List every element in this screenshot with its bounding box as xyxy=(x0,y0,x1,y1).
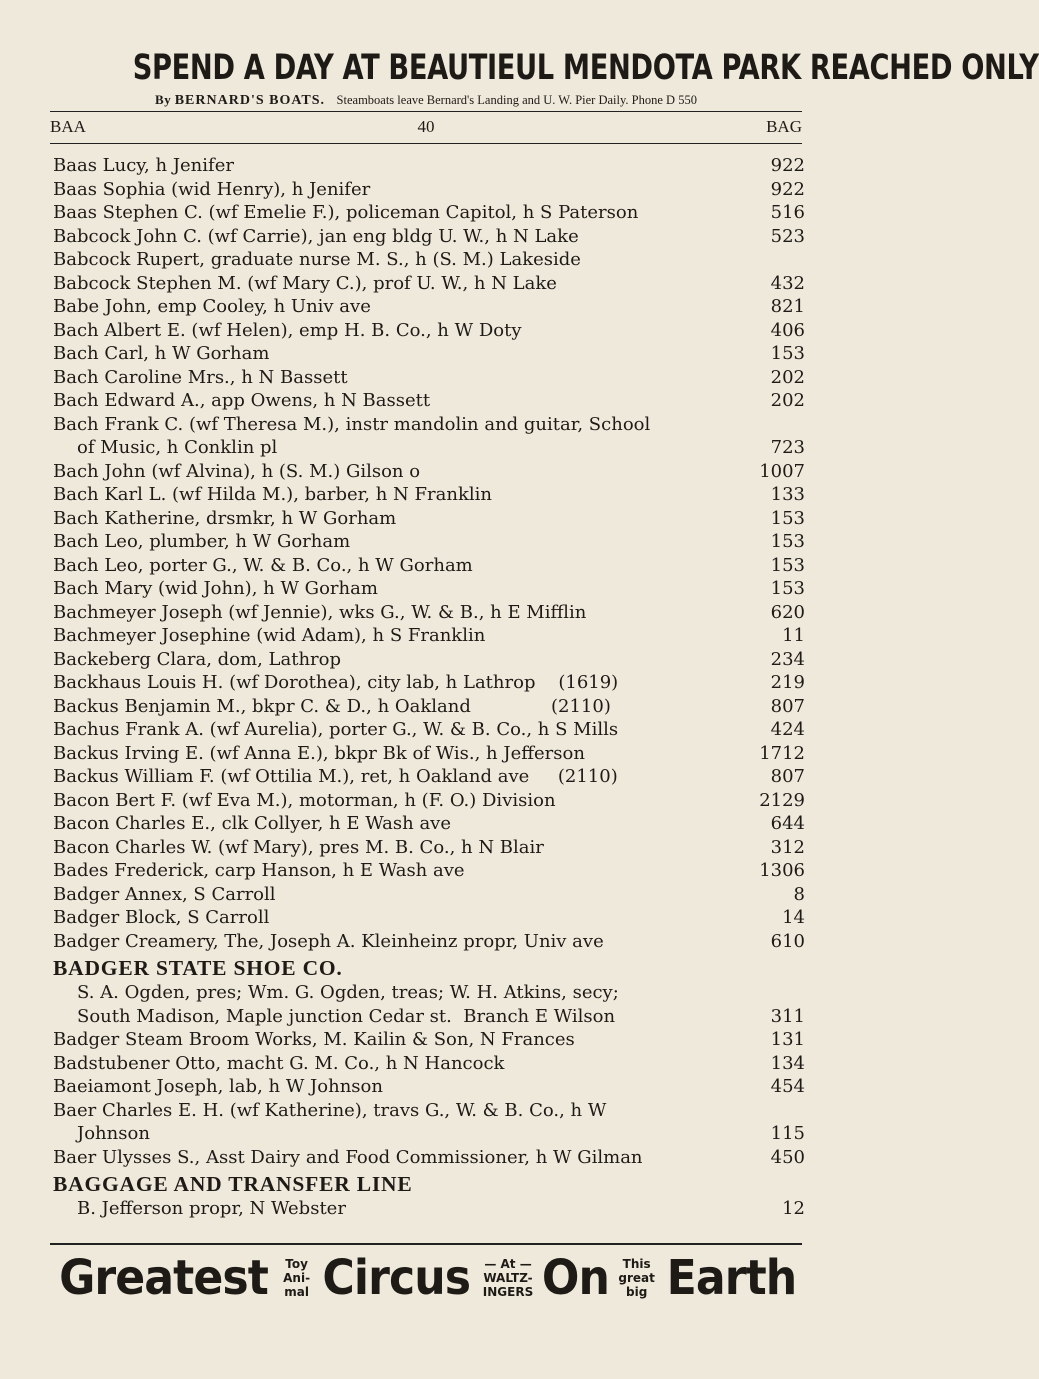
entry-text: Bachus Frank A. (wf Aurelia), porter G., W. & B. Co., h S Mills xyxy=(53,719,619,740)
ad-stack-line: mal xyxy=(284,1285,309,1299)
ad-stack-line: Ani- xyxy=(283,1271,311,1285)
entry-number: 12 xyxy=(782,1198,805,1219)
ad-details: Steamboats leave Bernard's Landing and U. W. Pier Daily. Phone D 550 xyxy=(336,93,697,107)
entry-number: 922 xyxy=(770,178,805,200)
entry-number: 807 xyxy=(770,695,805,717)
entry-text: Backus William F. (wf Ottilia M.), ret, h Oakland ave (2110) xyxy=(53,766,618,787)
entry-text: of Music, h Conklin pl xyxy=(77,437,278,458)
entry-text: Badstubener Otto, macht G. M. Co., h N Hancock xyxy=(53,1052,505,1074)
ad-word-earth: Earth xyxy=(666,1250,797,1306)
directory-entry xyxy=(53,981,805,1005)
ad-word-greatest: Greatest xyxy=(59,1250,268,1306)
firm-heading xyxy=(53,953,805,981)
entry-number: 131 xyxy=(770,1029,805,1050)
entry-number: 11 xyxy=(782,625,805,646)
entry-text: Bachmeyer Joseph (wf Jennie), wks G., W. & B., h E Mifflin xyxy=(53,601,587,623)
directory-entry xyxy=(53,201,805,225)
entry-text: Babe John, emp Cooley, h Univ ave xyxy=(53,296,371,317)
entry-number: 202 xyxy=(770,366,805,388)
directory-entry xyxy=(53,742,805,766)
ad-by: By xyxy=(155,92,172,107)
directory-entry xyxy=(53,836,805,860)
directory-entry xyxy=(53,319,805,343)
entry-text: Babcock John C. (wf Carrie), jan eng bldg U. W., h N Lake xyxy=(53,225,579,247)
ad-stack-line: — At — xyxy=(484,1257,532,1271)
entry-text: Bach Caroline Mrs., h N Bassett xyxy=(53,366,348,388)
directory-entry xyxy=(53,248,805,272)
directory-entry xyxy=(53,554,805,578)
entry-text: Bachmeyer Josephine (wid Adam), h S Franklin xyxy=(53,625,486,646)
entry-text: Bach Mary (wid John), h W Gorham xyxy=(53,578,378,599)
entry-number: 153 xyxy=(770,531,805,552)
entry-number: 516 xyxy=(770,202,805,223)
ad-word-circus: Circus xyxy=(322,1250,471,1306)
entry-text: B. Jefferson propr, N Webster xyxy=(77,1198,346,1219)
directory-entry xyxy=(53,883,805,907)
entry-number: 8 xyxy=(793,883,805,905)
directory-entry xyxy=(53,1146,805,1170)
entry-text: Bach Edward A., app Owens, h N Bassett xyxy=(53,390,431,411)
header-left-key: BAA xyxy=(50,117,86,136)
entry-text: Badger Block, S Carroll xyxy=(53,907,270,928)
directory-entry xyxy=(53,1099,805,1123)
entry-number: 1306 xyxy=(759,860,805,881)
entry-number: 1712 xyxy=(759,742,805,764)
directory-entry xyxy=(53,1075,805,1099)
entry-text: Badger Steam Broom Works, M. Kailin & Son, N Frances xyxy=(53,1029,575,1050)
ad-stack-waltzingers xyxy=(483,1257,533,1299)
directory-entry xyxy=(53,906,805,930)
directory-entry xyxy=(53,460,805,484)
bottom-rule xyxy=(50,1243,802,1245)
entry-text: Bach Frank C. (wf Theresa M.), instr mandolin and guitar, School xyxy=(53,413,651,435)
entry-text: Baas Lucy, h Jenifer xyxy=(53,155,234,176)
entry-number: 311 xyxy=(770,1005,805,1027)
entry-text: Babcock Stephen M. (wf Mary C.), prof U. W., h N Lake xyxy=(53,272,557,294)
entry-text: Bach Leo, porter G., W. & B. Co., h W Gorham xyxy=(53,554,473,576)
directory-entry xyxy=(53,413,805,437)
directory-entry xyxy=(53,648,805,672)
ad-stack-line: INGERS xyxy=(482,1285,534,1299)
ad-stack-line: WALTZ- xyxy=(483,1271,533,1285)
ad-stack-line: This xyxy=(622,1257,651,1271)
entry-number: 523 xyxy=(770,225,805,247)
entry-text: Baer Charles E. H. (wf Katherine), travs G., W. & B. Co., h W xyxy=(53,1099,607,1121)
firm-heading xyxy=(53,1169,805,1197)
entry-number: 424 xyxy=(770,719,805,740)
entry-number: 723 xyxy=(770,437,805,458)
entry-number: 153 xyxy=(770,554,805,576)
ad-stack-toy-animal xyxy=(283,1257,310,1299)
entry-text: South Madison, Maple junction Cedar st. Branch E Wilson xyxy=(77,1005,616,1027)
entry-number: 620 xyxy=(770,601,805,623)
entry-number: 821 xyxy=(770,296,805,317)
directory-entry xyxy=(53,342,805,366)
directory-entry xyxy=(53,1005,805,1029)
entry-number: 454 xyxy=(770,1076,805,1097)
entry-number: 1007 xyxy=(759,460,805,482)
header-right-key: BAG xyxy=(766,117,802,136)
entry-text: Backhaus Louis H. (wf Dorothea), city lab, h Lathrop (1619) xyxy=(53,672,619,693)
entry-text: Baas Stephen C. (wf Emelie F.), policeman Capitol, h S Paterson xyxy=(53,202,639,223)
directory-entry xyxy=(53,859,805,883)
ad-stack-line: Toy xyxy=(285,1257,308,1271)
directory-entry xyxy=(53,154,805,178)
firm-name: BADGER STATE SHOE CO. xyxy=(53,956,343,980)
directory-entry xyxy=(53,930,805,954)
entry-text: Bach Katherine, drsmkr, h W Gorham xyxy=(53,507,397,529)
ad-boats: BERNARD'S BOATS. xyxy=(174,93,326,108)
directory-listing xyxy=(53,154,805,1221)
directory-entry xyxy=(53,178,805,202)
directory-entry xyxy=(53,507,805,531)
entry-number: 2129 xyxy=(759,789,805,811)
entry-text: Baas Sophia (wid Henry), h Jenifer xyxy=(53,178,371,200)
directory-entry xyxy=(53,1028,805,1052)
entry-text: Backus Irving E. (wf Anna E.), bkpr Bk of Wis., h Jefferson xyxy=(53,742,585,764)
entry-text: S. A. Ogden, pres; Wm. G. Ogden, treas; W. H. Atkins, secy; xyxy=(77,982,619,1003)
entry-number: 202 xyxy=(770,390,805,411)
entry-text: Bach Leo, plumber, h W Gorham xyxy=(53,531,351,552)
directory-entry xyxy=(53,295,805,319)
directory-entry xyxy=(53,1052,805,1076)
firm-name: BAGGAGE AND TRANSFER LINE xyxy=(53,1172,413,1196)
directory-entry xyxy=(53,1122,805,1146)
page-number: 40 xyxy=(417,117,435,136)
entry-number: 219 xyxy=(770,672,805,693)
entry-text: Backeberg Clara, dom, Lathrop xyxy=(53,648,342,670)
entry-text: Badger Creamery, The, Joseph A. Kleinheinz propr, Univ ave xyxy=(53,930,604,952)
directory-entry xyxy=(53,436,805,460)
entry-number: 14 xyxy=(782,907,805,928)
entry-number: 134 xyxy=(770,1052,805,1074)
page-header xyxy=(50,117,802,139)
entry-number: 153 xyxy=(770,507,805,529)
entry-text: Bades Frederick, carp Hanson, h E Wash ave xyxy=(53,860,465,881)
entry-number: 115 xyxy=(770,1123,805,1144)
entry-number: 312 xyxy=(770,836,805,858)
directory-entry xyxy=(53,812,805,836)
entry-number: 644 xyxy=(770,813,805,834)
directory-entry xyxy=(53,530,805,554)
directory-entry xyxy=(53,1197,805,1221)
directory-entry xyxy=(53,601,805,625)
directory-entry xyxy=(53,624,805,648)
ad-headline: SPEND A DAY AT BEAUTIEUL MENDOTA PARK REACHED ONLY xyxy=(132,48,1039,88)
directory-entry xyxy=(53,695,805,719)
directory-entry xyxy=(53,671,805,695)
bottom-advertisement xyxy=(50,1247,802,1309)
ad-stack-this-great-big xyxy=(618,1257,654,1299)
entry-text: Bacon Charles W. (wf Mary), pres M. B. Co., h N Blair xyxy=(53,836,544,858)
ad-subline xyxy=(50,92,802,109)
entry-text: Bach Carl, h W Gorham xyxy=(53,343,270,364)
ad-word-on: On xyxy=(542,1250,610,1306)
entry-text: Baer Ulysses S., Asst Dairy and Food Commissioner, h W Gilman xyxy=(53,1146,643,1168)
entry-text: Backus Benjamin M., bkpr C. & D., h Oakland (2110) xyxy=(53,695,611,717)
ad-stack-line: big xyxy=(626,1285,648,1299)
directory-entry xyxy=(53,577,805,601)
directory-entry xyxy=(53,718,805,742)
entry-text: Bach Albert E. (wf Helen), emp H. B. Co., h W Doty xyxy=(53,319,522,341)
entry-text: Badger Annex, S Carroll xyxy=(53,883,276,905)
entry-text: Johnson xyxy=(77,1123,150,1144)
entry-number: 153 xyxy=(770,343,805,364)
directory-entry xyxy=(53,389,805,413)
entry-number: 922 xyxy=(770,155,805,176)
entry-number: 133 xyxy=(770,484,805,505)
directory-entry xyxy=(53,272,805,296)
directory-entry xyxy=(53,765,805,789)
entry-number: 406 xyxy=(770,319,805,341)
entry-text: Bach Karl L. (wf Hilda M.), barber, h N Franklin xyxy=(53,484,492,505)
entry-number: 807 xyxy=(770,766,805,787)
directory-entry xyxy=(53,225,805,249)
entry-number: 450 xyxy=(770,1146,805,1168)
directory-entry xyxy=(53,483,805,507)
ad-stack-line: great xyxy=(618,1271,655,1285)
entry-text: Baeiamont Joseph, lab, h W Johnson xyxy=(53,1076,383,1097)
entry-text: Bach John (wf Alvina), h (S. M.) Gilson o xyxy=(53,460,421,482)
entry-text: Babcock Rupert, graduate nurse M. S., h (S. M.) Lakeside xyxy=(53,249,581,270)
top-advertisement xyxy=(50,48,1039,109)
entry-number: 234 xyxy=(770,648,805,670)
entry-text: Bacon Charles E., clk Collyer, h E Wash ave xyxy=(53,813,451,834)
entry-number: 153 xyxy=(770,578,805,599)
header-rule xyxy=(50,143,802,144)
entry-number: 610 xyxy=(770,930,805,952)
entry-number: 432 xyxy=(770,272,805,294)
directory-entry xyxy=(53,789,805,813)
entry-text: Bacon Bert F. (wf Eva M.), motorman, h (F. O.) Division xyxy=(53,789,556,811)
directory-entry xyxy=(53,366,805,390)
top-rule xyxy=(50,111,802,112)
